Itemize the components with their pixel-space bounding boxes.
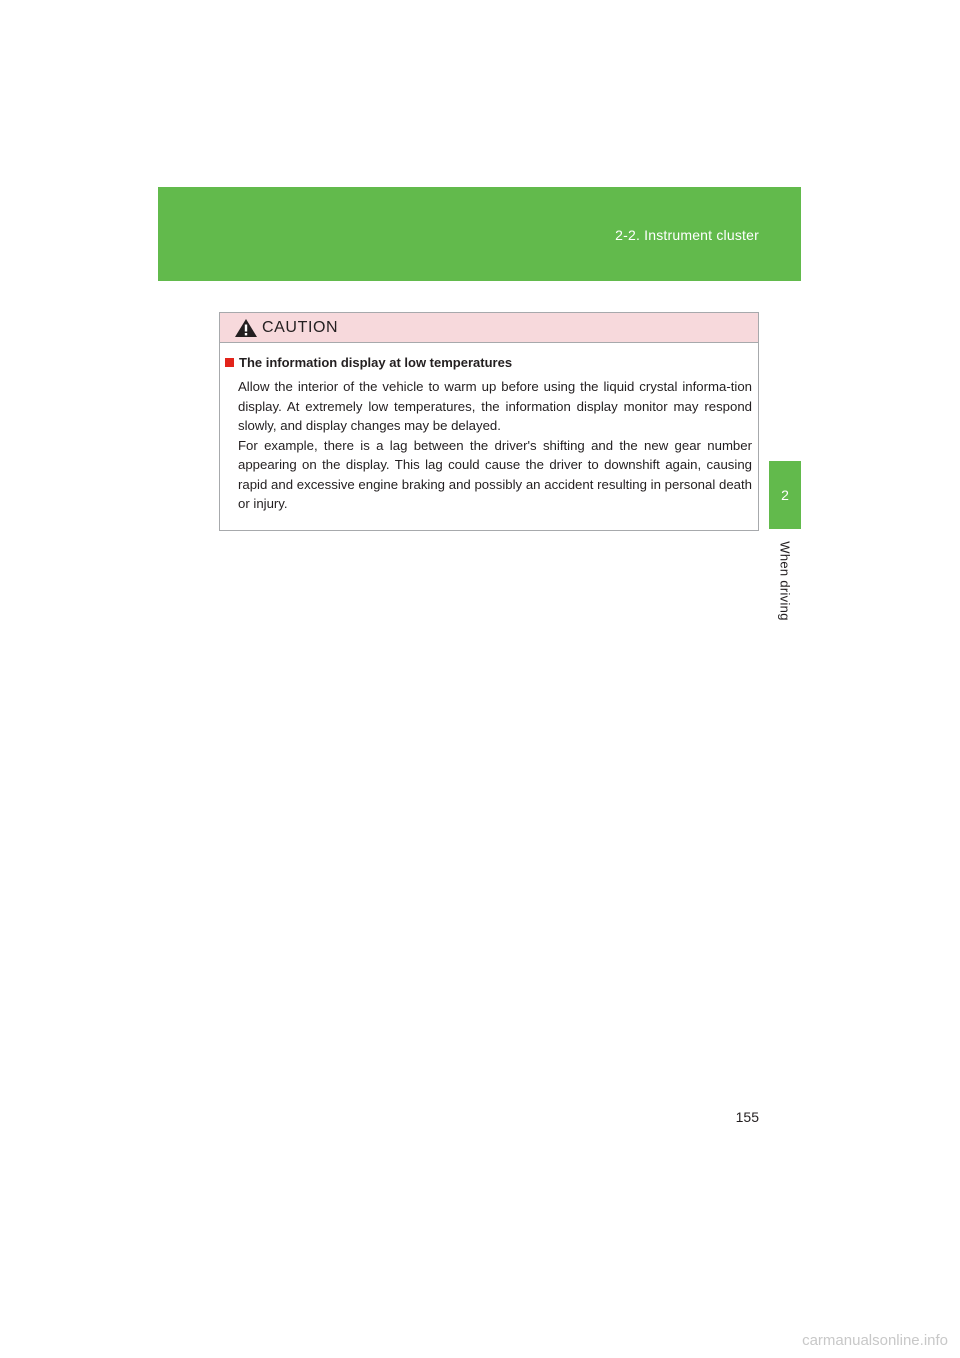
chapter-number: 2	[781, 487, 789, 503]
page-number: 155	[735, 1109, 759, 1125]
square-bullet-icon	[225, 358, 234, 367]
chapter-tab	[769, 461, 801, 529]
caution-header	[220, 313, 758, 343]
watermark: carmanualsonline.info	[802, 1332, 948, 1349]
caution-item-heading	[225, 355, 752, 370]
chapter-label: When driving	[777, 541, 793, 621]
caution-paragraph: Allow the interior of the vehicle to warm up before using the liquid crystal informa-tion display. At extremely low temperatures, the information display monitor may respond slowly, and display changes may be delayed.	[238, 379, 752, 433]
caution-paragraph: For example, there is a lag between the driver's shifting and the new gear number appearing on the display. This lag could cause the driver to downshift again, causing rapid and excessive engine braking and possibly an accident resulting in personal death or injury.	[238, 437, 752, 511]
warning-triangle-icon	[234, 318, 258, 338]
caution-body	[220, 343, 758, 514]
caution-box	[219, 312, 759, 531]
header-bar	[158, 187, 801, 281]
caution-item-heading-text: The information display at low temperatures	[239, 355, 513, 370]
caution-title: CAUTION	[262, 318, 339, 336]
section-title: 2-2. Instrument cluster	[615, 227, 759, 243]
